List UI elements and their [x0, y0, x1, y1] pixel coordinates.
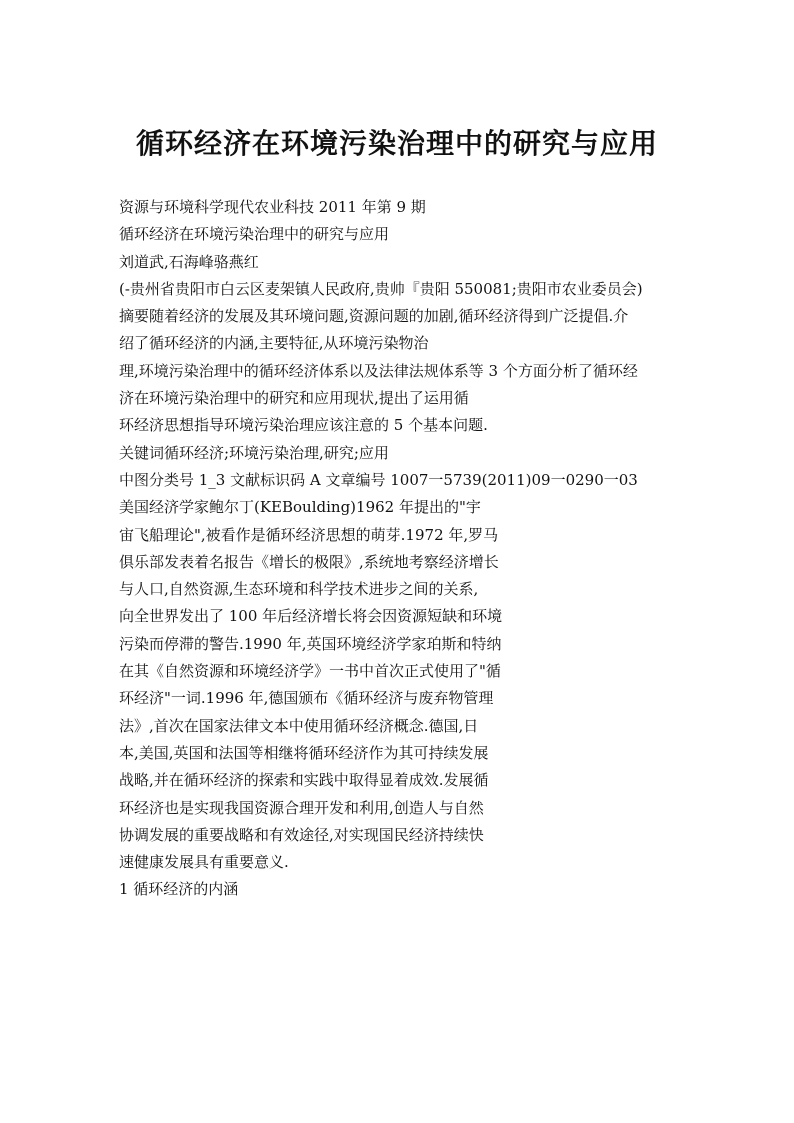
article-title-line: 循环经济在环境污染治理中的研究与应用 [119, 225, 390, 244]
body-text-line: 本,美国,英国和法国等相继将循环经济作为其可持续发展 [119, 743, 489, 762]
abstract-line: 绍了循环经济的内涵,主要特征,从环境污染物治 [119, 334, 429, 353]
abstract-line: 摘要随着经济的发展及其环境问题,资源问题的加剧,循环经济得到广泛提倡.介 [119, 307, 629, 326]
body-text-line: 协调发展的重要战略和有效途径,对实现国民经济持续快 [119, 825, 484, 844]
body-text-line: 速健康发展具有重要意义. [119, 853, 289, 872]
document-title: 循环经济在环境污染治理中的研究与应用 [135, 127, 658, 160]
body-text-line: 环经济"一词.1996 年,德国颁布《循环经济与废弃物管理 [119, 689, 494, 708]
keywords-line: 关键词循环经济;环境污染治理,研究;应用 [119, 443, 389, 462]
body-text-line: 法》,首次在国家法律文本中使用循环经济概念.德国,日 [119, 716, 479, 735]
classification-line: 中图分类号 1_3 文献标识码 A 文章编号 1007一5739(2011)09一0290一03 [119, 470, 638, 489]
document-body [119, 194, 689, 904]
section-heading: 1 循环经济的内涵 [119, 880, 239, 899]
body-text-line: 污染而停滞的警告.1990 年,英国环境经济学家珀斯和特纳 [119, 634, 502, 653]
journal-source-line: 资源与环境科学现代农业科技 2011 年第 9 期 [119, 198, 426, 216]
body-text-line: 俱乐部发表着名报告《增长的极限》,系统地考察经济增长 [119, 552, 499, 571]
body-text-line: 环经济也是实现我国资源合理开发和利用,创造人与自然 [119, 798, 484, 817]
body-text-line: 美国经济学家鲍尔丁(KEBoulding)1962 年提出的"宇 [119, 498, 481, 517]
body-text-line: 与人口,自然资源,生态环境和科学技术进步之间的关系, [119, 580, 479, 599]
body-text-line: 向全世界发出了 100 年后经济增长将会因资源短缺和环境 [119, 607, 503, 626]
abstract-line: 环经济思想指导环境污染治理应该注意的 5 个基本问题. [119, 416, 488, 435]
authors-line: 刘道武,石海峰骆燕红 [119, 252, 259, 271]
abstract-line: 理,环境污染治理中的循环经济体系以及法律法规体系等 3 个方面分析了循环经 [119, 361, 638, 380]
body-text-line: 战略,并在循环经济的探索和实践中取得显着成效.发展循 [119, 771, 489, 790]
body-text-line: 宙飞船理论",被看作是循环经济思想的萌芽.1972 年,罗马 [119, 525, 499, 544]
affiliation-line: (-贵州省贵阳市白云区麦架镇人民政府,贵帅『贵阳 550081;贵阳市农业委员会) [119, 279, 643, 298]
body-text-line: 在其《自然资源和环境经济学》一书中首次正式使用了"循 [119, 662, 501, 681]
abstract-line: 济在环境污染治理中的研究和应用现状,提出了运用循 [119, 389, 469, 408]
